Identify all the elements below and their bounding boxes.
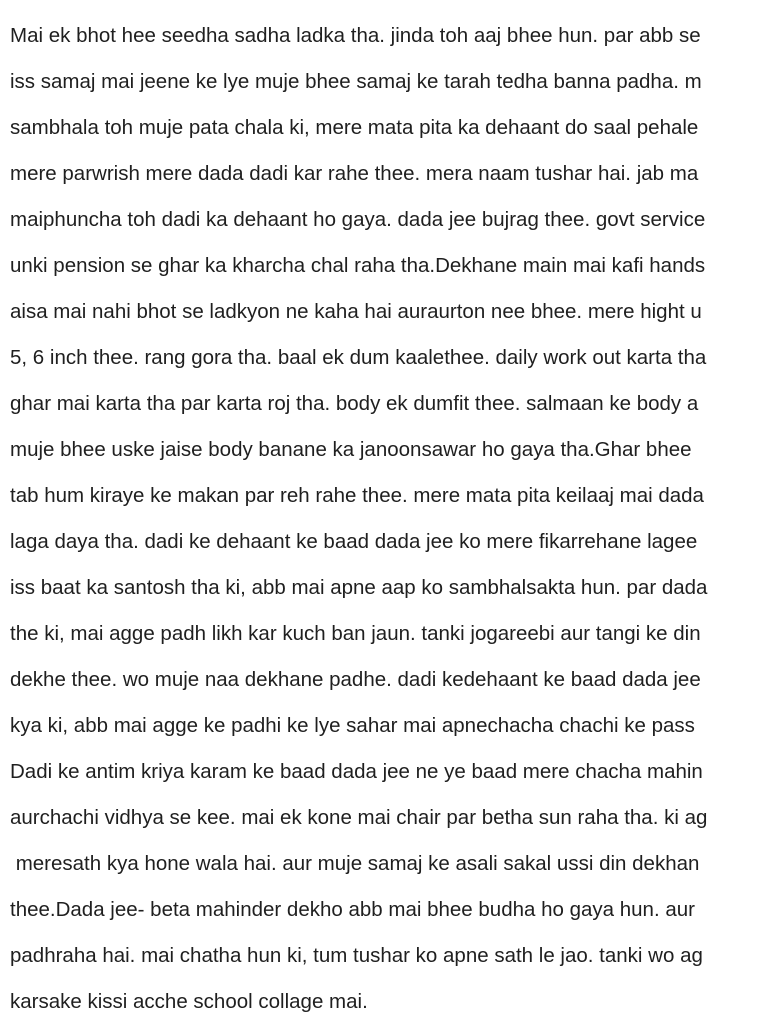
text-line: aisa mai nahi bhot se ladkyon ne kaha hai auraurton nee bhee. mere hight u	[10, 300, 702, 323]
text-line: kya ki, abb mai agge ke padhi ke lye sahar mai apnechacha chachi ke pass	[10, 714, 695, 737]
text-line: iss samaj mai jeene ke lye muje bhee samaj ke tarah tedha banna padha. m	[10, 70, 702, 93]
text-line: ghar mai karta tha par karta roj tha. body ek dumfit thee. salmaan ke body a	[10, 392, 699, 415]
text-line: Dadi ke antim kriya karam ke baad dada jee ne ye baad mere chacha mahin	[10, 760, 703, 783]
text-line: 5, 6 inch thee. rang gora tha. baal ek dum kaalethee. daily work out karta tha	[10, 346, 707, 369]
document-page	[10, 16, 768, 1028]
text-line: meresath kya hone wala hai. aur muje samaj ke asali sakal ussi din dekhan	[10, 852, 700, 875]
text-line: maiphuncha toh dadi ka dehaant ho gaya. dada jee bujrag thee. govt service	[10, 208, 706, 231]
text-line: laga daya tha. dadi ke dehaant ke baad dada jee ko mere fikarrehane lagee	[10, 530, 698, 553]
text-line: sambhala toh muje pata chala ki, mere mata pita ka dehaant do saal pehale	[10, 116, 699, 139]
text-line: the ki, mai agge padh likh kar kuch ban jaun. tanki jogareebi aur tangi ke din	[10, 622, 701, 645]
text-line: karsake kissi acche school collage mai.	[10, 990, 368, 1013]
text-line: unki pension se ghar ka kharcha chal raha tha.Dekhane main mai kafi hands	[10, 254, 706, 277]
text-line: iss baat ka santosh tha ki, abb mai apne aap ko sambhalsakta hun. par dada	[10, 576, 708, 599]
text-line: muje bhee uske jaise body banane ka janoonsawar ho gaya tha.Ghar bhee	[10, 438, 692, 461]
text-line: dekhe thee. wo muje naa dekhane padhe. dadi kedehaant ke baad dada jee	[10, 668, 701, 691]
text-line: mere parwrish mere dada dadi kar rahe thee. mera naam tushar hai. jab ma	[10, 162, 699, 185]
text-line: Mai ek bhot hee seedha sadha ladka tha. jinda toh aaj bhee hun. par abb se	[10, 24, 701, 47]
text-line: aurchachi vidhya se kee. mai ek kone mai chair par betha sun raha tha. ki ag	[10, 806, 708, 829]
text-line: padhraha hai. mai chatha hun ki, tum tushar ko apne sath le jao. tanki wo ag	[10, 944, 703, 967]
text-line: thee.Dada jee- beta mahinder dekho abb mai bhee budha ho gaya hun. aur	[10, 898, 695, 921]
text-line: tab hum kiraye ke makan par reh rahe thee. mere mata pita keilaaj mai dada	[10, 484, 704, 507]
